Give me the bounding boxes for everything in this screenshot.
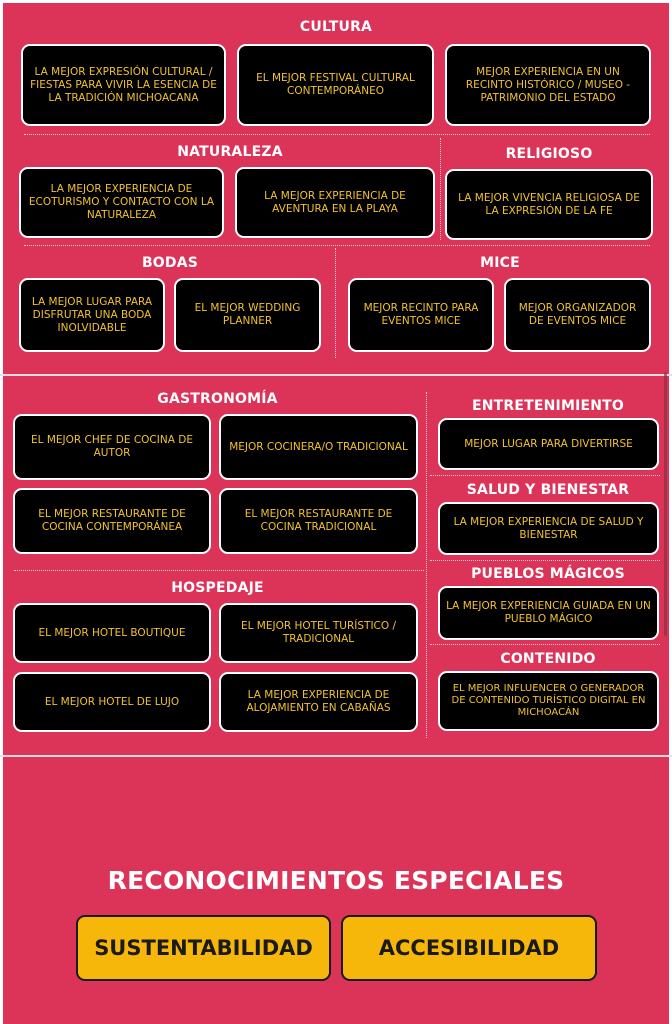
category-card-gastronomia-1[interactable]: EL MEJOR CHEF DE COCINA DE AUTOR xyxy=(13,414,211,480)
dotted-divider xyxy=(14,570,424,571)
category-card-entretenimiento-1[interactable]: MEJOR LUGAR PARA DIVERTIRSE xyxy=(438,418,659,470)
section-title-bodas: BODAS xyxy=(141,255,199,271)
dotted-divider xyxy=(430,560,660,561)
category-card-gastronomia-4[interactable]: EL MEJOR RESTAURANTE DE COCINA TRADICIONAL xyxy=(219,488,418,554)
category-card-hospedaje-4[interactable]: LA MEJOR EXPERIENCIA DE ALOJAMIENTO EN CABAÑAS xyxy=(219,672,418,732)
section-title-pueblos-magicos: PUEBLOS MÁGICOS xyxy=(471,566,625,582)
category-card-cultura-2[interactable]: EL MEJOR FESTIVAL CULTURAL CONTEMPORÁNEO xyxy=(237,44,434,126)
category-card-gastronomia-2[interactable]: MEJOR COCINERA/O TRADICIONAL xyxy=(219,414,418,480)
dotted-divider-vertical xyxy=(335,248,336,358)
category-card-naturaleza-1[interactable]: LA MEJOR EXPERIENCIA DE ECOTURISMO Y CONTACTO CON LA NATURALEZA xyxy=(19,167,224,238)
section-title-salud: SALUD Y BIENESTAR xyxy=(466,482,630,498)
category-card-mice-2[interactable]: MEJOR ORGANIZADOR DE EVENTOS MICE xyxy=(504,278,651,352)
dotted-divider xyxy=(24,245,650,246)
dotted-divider-vertical xyxy=(426,392,427,738)
accesibilidad-button[interactable]: ACCESIBILIDAD xyxy=(341,915,597,981)
section-title-religioso: RELIGIOSO xyxy=(505,146,593,162)
section-title-gastronomia: GASTRONOMÍA xyxy=(157,391,278,407)
section-title-hospedaje: HOSPEDAJE xyxy=(171,580,264,596)
category-card-contenido-1[interactable]: EL MEJOR INFLUENCER O GENERADOR DE CONTENIDO TURÍSTICO DIGITAL EN MICHOACÁN xyxy=(438,671,659,731)
dotted-divider xyxy=(430,644,660,645)
section-title-mice: MICE xyxy=(480,255,520,271)
section-title-contenido: CONTENIDO xyxy=(500,651,596,667)
category-card-bodas-1[interactable]: LA MEJOR LUGAR PARA DISFRUTAR UNA BODA INOLVIDABLE xyxy=(19,278,165,352)
dotted-divider xyxy=(430,475,660,476)
dotted-divider-vertical xyxy=(440,138,441,240)
category-card-gastronomia-3[interactable]: EL MEJOR RESTAURANTE DE COCINA CONTEMPORÁNEA xyxy=(13,488,211,554)
category-card-religioso-1[interactable]: LA MEJOR VIVENCIA RELIGIOSA DE LA EXPRESIÓN DE LA FE xyxy=(445,169,653,240)
category-card-mice-1[interactable]: MEJOR RECINTO PARA EVENTOS MICE xyxy=(348,278,494,352)
category-card-salud-1[interactable]: LA MEJOR EXPERIENCIA DE SALUD Y BIENESTAR xyxy=(438,502,659,555)
special-recognition-title: RECONOCIMIENTOS ESPECIALES xyxy=(107,866,565,895)
section-title-entretenimiento: ENTRETENIMIENTO xyxy=(471,398,625,414)
category-card-cultura-1[interactable]: LA MEJOR EXPRESIÓN CULTURAL / FIESTAS PARA VIVIR LA ESENCIA DE LA TRADICIÓN MICHOACANA xyxy=(21,44,226,126)
category-card-pueblos-1[interactable]: LA MEJOR EXPERIENCIA GUIADA EN UN PUEBLO MÁGICO xyxy=(438,586,659,640)
section-separator xyxy=(0,755,672,757)
category-card-hospedaje-1[interactable]: EL MEJOR HOTEL BOUTIQUE xyxy=(13,603,211,663)
dotted-divider xyxy=(24,134,650,135)
section-separator xyxy=(0,374,672,376)
category-card-naturaleza-2[interactable]: LA MEJOR EXPERIENCIA DE AVENTURA EN LA PLAYA xyxy=(235,167,435,238)
scrollbar[interactable] xyxy=(664,372,667,636)
category-card-hospedaje-3[interactable]: EL MEJOR HOTEL DE LUJO xyxy=(13,672,211,732)
category-card-bodas-2[interactable]: EL MEJOR WEDDING PLANNER xyxy=(174,278,321,352)
section-title-cultura: CULTURA xyxy=(299,19,373,35)
section-title-naturaleza: NATURALEZA xyxy=(177,144,283,160)
category-card-hospedaje-2[interactable]: EL MEJOR HOTEL TURÍSTICO / TRADICIONAL xyxy=(219,603,418,663)
sustentabilidad-button[interactable]: SUSTENTABILIDAD xyxy=(76,915,331,981)
category-card-cultura-3[interactable]: MEJOR EXPERIENCIA EN UN RECINTO HISTÓRICO / MUSEO - PATRIMONIO DEL ESTADO xyxy=(445,44,651,126)
